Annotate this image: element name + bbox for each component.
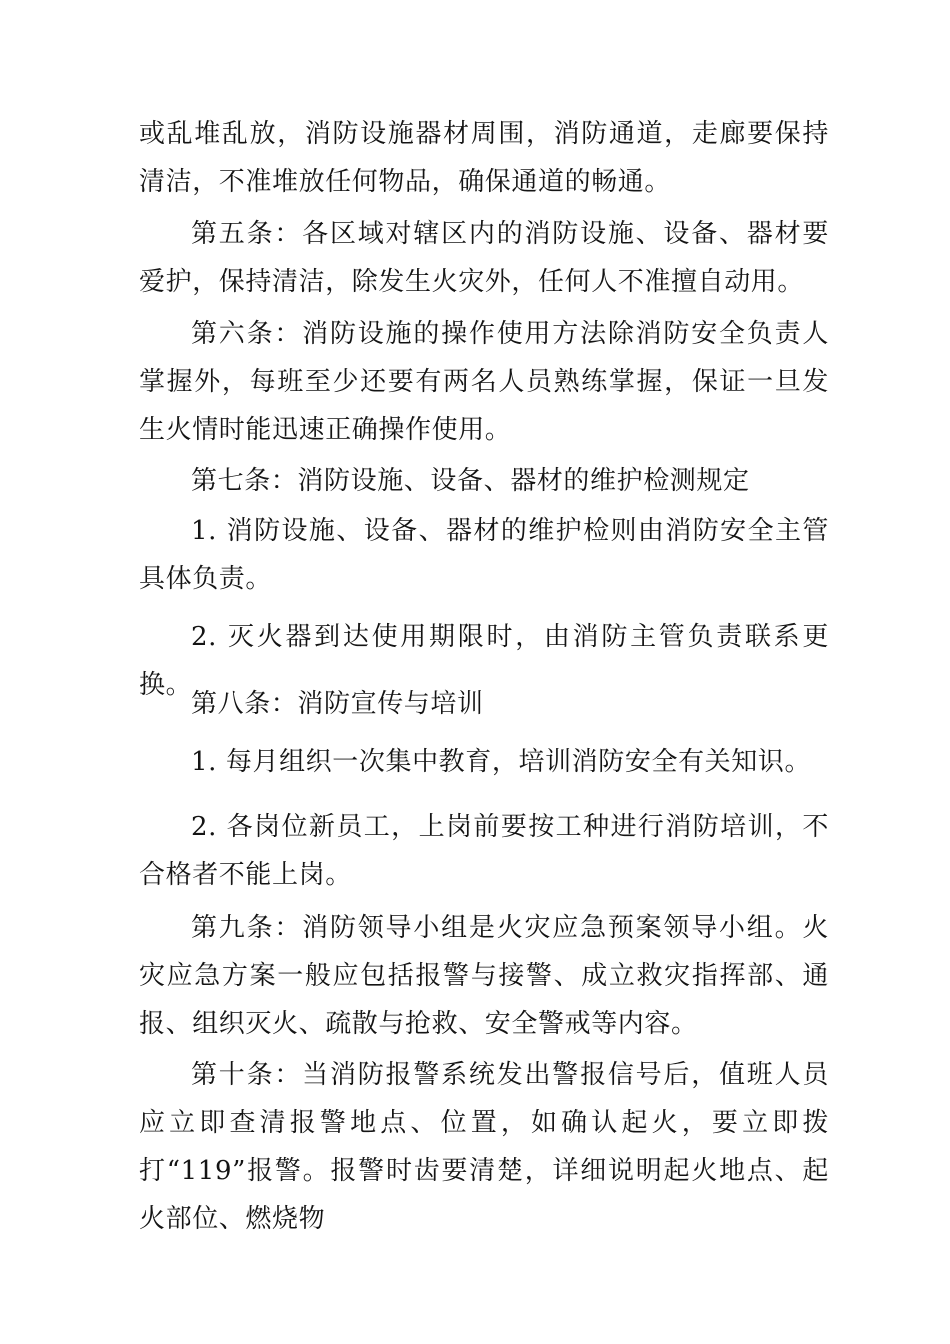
paragraph-article-5: 第五条：各区域对辖区内的消防设施、设备、器材要爱护，保持清洁，除发生火灾外，任何人不准擅自动用。 [139, 219, 829, 297]
paragraph-article-10: 第十条：当消防报警系统发出警报信号后，值班人员应立即查清报警地点、位置，如确认起火，要立即拨打“119”报警。报警时齿要清楚，详细说明起火地点、起火部位、燃烧物 [139, 1060, 829, 1234]
paragraph-article-9: 第九条：消防领导小组是火灾应急预案领导小组。火灾应急方案一般应包括报警与接警、成立救灾指挥部、通报、组织灭火、疏散与抢救、安全警戒等内容。 [139, 913, 829, 1039]
paragraph-article-6: 第六条：消防设施的操作使用方法除消防安全负责人掌握外，每班至少还要有两名人员熟练掌握，保证一旦发生火情时能迅速正确操作使用。 [139, 319, 829, 445]
paragraph-article-7: 第七条：消防设施、设备、器材的维护检测规定 [191, 466, 750, 496]
paragraph-article-8-item-1: 1. 每月组织一次集中教育，培训消防安全有关知识。 [191, 747, 812, 777]
paragraph-article-8-item-2: 2. 各岗位新员工，上岗前要按工种进行消防培训，不合格者不能上岗。 [139, 812, 829, 890]
paragraph-article-7-item-1: 1. 消防设施、设备、器材的维护检则由消防安全主管具体负责。 [139, 516, 829, 594]
paragraph-article-7-item-2: 2. 灭火器到达使用期限时，由消防主管负责联系更换。 [139, 622, 829, 700]
paragraph-article-8: 第八条：消防宣传与培训 [191, 689, 484, 719]
paragraph-continuation: 或乱堆乱放，消防设施器材周围，消防通道，走廊要保持清洁，不准堆放任何物品，确保通道的畅通。 [139, 119, 829, 197]
